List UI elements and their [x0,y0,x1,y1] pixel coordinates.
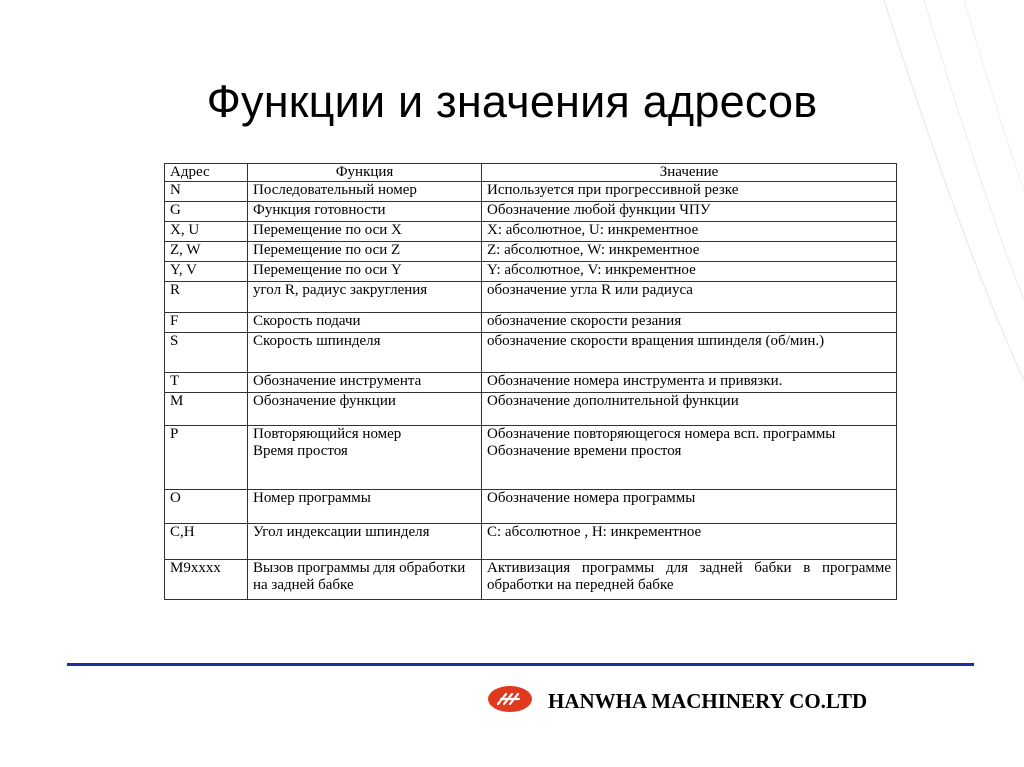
cell-function [248,426,482,490]
cell-meaning-line: Обозначение номера инструмента и привязки. [487,373,783,389]
cell-function-line: Скорость подачи [253,313,361,329]
cell-meaning-line: Обозначение номера программы [487,490,696,506]
page-title: Функции и значения адресов [206,76,818,127]
table-header-row [165,164,897,182]
cell-address: T [165,373,248,393]
cell-function [248,222,482,242]
cell-address: F [165,313,248,333]
cell-function-line: Повторяющийся номер [253,426,402,442]
table-row [165,393,897,426]
hanwha-logo-icon [486,684,534,714]
cell-meaning-line: Используется при прогрессивной резке [487,182,739,198]
cell-meaning [482,393,897,426]
cell-meaning-line: X: абсолютное, U: инкрементное [487,222,699,238]
company-name: HANWHA MACHINERY CO.LTD [548,689,868,713]
cell-function-line: Номер программы [253,490,371,506]
cell-address: G [165,202,248,222]
table-row [165,182,897,202]
cell-meaning-line: Y: абсолютное, V: инкрементное [487,262,696,278]
cell-function [248,524,482,560]
header-address: Адрес [165,164,248,182]
cell-meaning-line: Активизация программы для задней бабки в программе обработки на передней бабке [487,560,891,593]
cell-address: N [165,182,248,202]
table-row [165,262,897,282]
cell-function-line: Последовательный номер [253,182,417,198]
cell-meaning [482,333,897,373]
cell-meaning-line: обозначение скорости резания [487,313,682,329]
cell-meaning [482,524,897,560]
table-row [165,282,897,313]
cell-address: S [165,333,248,373]
cell-meaning-line: Z: абсолютное, W: инкрементное [487,242,700,258]
cell-meaning-line: Обозначение дополнительной функции [487,393,739,409]
cell-function [248,560,482,600]
cell-function [248,282,482,313]
cell-address: M [165,393,248,426]
cell-function-line: Перемещение по оси X [253,222,402,238]
cell-function-line: Обозначение инструмента [253,373,422,389]
header-function: Функция [248,164,482,182]
table-row [165,490,897,524]
cell-address: P [165,426,248,490]
cell-address: M9xxxx [165,560,248,600]
cell-meaning [482,282,897,313]
cell-address: C,H [165,524,248,560]
cell-function [248,182,482,202]
cell-meaning-line: обозначение скорости вращения шпинделя (об/мин.) [487,333,825,349]
table-row [165,373,897,393]
cell-meaning [482,373,897,393]
cell-address: Z, W [165,242,248,262]
cell-meaning-line: Обозначение любой функции ЧПУ [487,202,711,218]
cell-address: R [165,282,248,313]
table-row [165,333,897,373]
cell-function-line: угол R, радиус закругления [253,282,428,298]
cell-meaning [482,490,897,524]
cell-function-line: Угол индексации шпинделя [253,524,430,540]
table-row [165,202,897,222]
cell-meaning-line: C: абсолютное , H: инкрементное [487,524,702,540]
cell-meaning [482,426,897,490]
cell-function [248,313,482,333]
cell-meaning-line: обозначение угла R или радиуса [487,282,693,298]
cell-address: Y, V [165,262,248,282]
table-row [165,426,897,490]
cell-function [248,373,482,393]
cell-meaning [482,560,897,600]
cell-function-line: Скорость шпинделя [253,333,381,349]
cell-function [248,333,482,373]
cell-function-line: Перемещение по оси Z [253,242,401,258]
cell-meaning [482,313,897,333]
table-row [165,242,897,262]
cell-address: O [165,490,248,524]
table-row [165,313,897,333]
cell-meaning [482,202,897,222]
table-row [165,560,897,600]
address-table [164,163,897,600]
cell-meaning [482,222,897,242]
cell-function [248,242,482,262]
cell-function-line: Время простоя [253,443,348,459]
cell-meaning-line: Обозначение времени простоя [487,443,682,459]
table-row [165,222,897,242]
cell-meaning [482,262,897,282]
cell-function [248,202,482,222]
cell-function-line: Обозначение функции [253,393,396,409]
footer-divider [67,663,974,666]
cell-meaning-line: Обозначение повторяющегося номера всп. программы [487,426,836,442]
table-row [165,524,897,560]
cell-address: X, U [165,222,248,242]
cell-function-line: Перемещение по оси Y [253,262,402,278]
cell-function-line: Вызов программы для обработки на задней бабке [253,560,466,593]
cell-function [248,262,482,282]
cell-meaning [482,182,897,202]
cell-function [248,490,482,524]
cell-function [248,393,482,426]
header-meaning: Значение [482,164,897,182]
cell-meaning [482,242,897,262]
cell-function-line: Функция готовности [253,202,386,218]
